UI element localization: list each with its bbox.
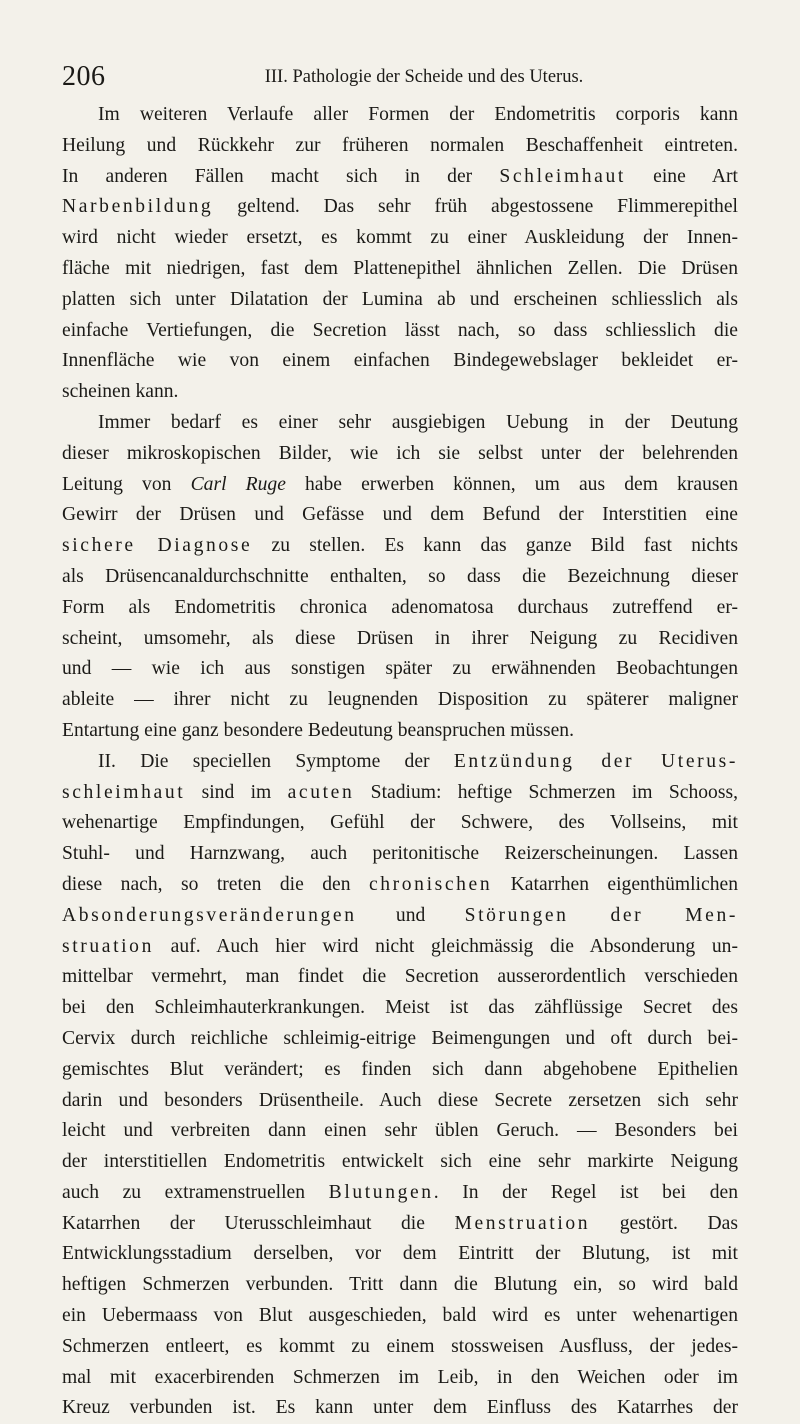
text-run: dieser mikroskopischen Bilder, wie ich sie selbst unter der belehrenden [62, 442, 738, 464]
text-line [62, 654, 738, 685]
spaced-emphasis: Narbenbildung [62, 196, 214, 218]
text-run: der interstitiellen Endometritis entwickelt sich eine sehr markirte Neigung [62, 1151, 738, 1173]
text-run: bei den Schleimhauterkrankungen. Meist ist das zähflüssige Secret des [62, 997, 738, 1019]
text-run: leicht und verbreiten dann einen sehr üblen Geruch. — Besonders bei [62, 1120, 738, 1142]
text-run: Im weiteren Verlaufe aller Formen der Endometritis corporis kann [98, 104, 738, 125]
text-line [62, 346, 738, 377]
text-run: mittelbar vermehrt, man findet die Secretion ausserordentlich verschieden [62, 966, 738, 988]
text-run: scheinen kann. [62, 381, 179, 403]
text-line [62, 1086, 738, 1117]
text-line [62, 377, 738, 408]
text-run: Kreuz verbunden ist. Es kann unter dem Einfluss des Katarrhes der [62, 1397, 738, 1419]
text-run: als Drüsencanaldurchschnitte enthalten, so dass die Bezeichnung dieser [62, 565, 738, 587]
text-run: Katarrhen eigenthümlichen [492, 873, 738, 895]
spaced-emphasis: Störungen der Men- [464, 904, 739, 926]
text-line [62, 1301, 738, 1332]
spaced-emphasis: Schleimhaut [499, 165, 626, 187]
text-line [62, 716, 738, 747]
text-run: Katarrhen der Uterusschleimhaut die [62, 1212, 455, 1234]
text-run: Gewirr der Drüsen und Gefässe und dem Befund der Interstitien eine [62, 504, 738, 526]
text-run: Form als Endometritis chronica adenomatosa durchaus zutreffend er- [62, 596, 738, 618]
text-line [62, 901, 738, 932]
text-line [62, 993, 738, 1024]
text-run: sind im [185, 781, 288, 803]
text-line [62, 1116, 738, 1147]
text-run: fläche mit niedrigen, fast dem Plattenepithel ähnlichen Zellen. Die Drüsen [62, 257, 738, 279]
page-header [62, 62, 742, 92]
text-run: scheint, umsomehr, als diese Drüsen in ihrer Neigung zu Recidiven [62, 627, 738, 649]
text-line [62, 1147, 738, 1178]
italic-name: Carl Ruge [190, 473, 286, 495]
text-run: gemischtes Blut verändert; es finden sich dann abgehobene Epithelien [62, 1058, 738, 1080]
text-run: wird nicht wieder ersetzt, es kommt zu einer Auskleidung der Innen- [62, 227, 738, 249]
spaced-emphasis: acuten [287, 781, 355, 803]
text-run: platten sich unter Dilatation der Lumina ab und erscheinen schliesslich als [62, 288, 738, 310]
text-run: Immer bedarf es einer sehr ausgiebigen Uebung in der Deutung [98, 411, 738, 433]
text-line [62, 870, 738, 901]
spaced-emphasis: struation [62, 935, 154, 957]
text-line [62, 470, 738, 501]
text-line [62, 254, 738, 285]
text-run: geltend. Das sehr früh abgestossene Flimmerepithel [213, 196, 738, 218]
text-run: Entwicklungsstadium derselben, vor dem Eintritt der Blutung, ist mit [62, 1243, 738, 1265]
text-run: II. Die speciellen Symptome der [98, 750, 454, 772]
text-line [62, 1055, 738, 1086]
text-run: Stuhl- und Harnzwang, auch peritonitische Reizerscheinungen. Lassen [62, 843, 738, 865]
text-run: Stadium: heftige Schmerzen im Schooss, [354, 781, 738, 803]
text-run: eine Art [625, 165, 738, 187]
running-head: III. Pathologie der Scheide und des Uterus. [264, 67, 584, 87]
text-line [62, 808, 738, 839]
text-run: gestört. Das [590, 1212, 738, 1234]
text-line [62, 1178, 738, 1209]
text-run: und — wie ich aus sonstigen später zu erwähnenden Beobachtungen [62, 658, 738, 680]
body-text [62, 100, 738, 1424]
text-line [62, 1270, 738, 1301]
page-number: 206 [62, 61, 106, 92]
text-line [62, 1024, 738, 1055]
spaced-emphasis: Absonderungsveränderungen [62, 904, 357, 926]
text-line [62, 223, 738, 254]
text-run: und [356, 904, 465, 926]
text-run: Leitung von [62, 473, 191, 495]
text-run: darin und besonders Drüsentheile. Auch diese Secrete zersetzen sich sehr [62, 1089, 738, 1111]
text-line [62, 593, 738, 624]
text-line [62, 500, 738, 531]
text-line [62, 1363, 738, 1394]
text-run: Schmerzen entleert, es kommt zu einem stossweisen Ausfluss, der jedes- [62, 1335, 738, 1357]
text-run: wehenartige Empfindungen, Gefühl der Schwere, des Vollseins, mit [62, 812, 738, 834]
text-line [62, 962, 738, 993]
spaced-emphasis: sichere Diagnose [62, 535, 253, 557]
text-run: Entartung eine ganz besondere Bedeutung beanspruchen müssen. [62, 719, 574, 741]
text-line [62, 131, 738, 162]
text-line [62, 531, 738, 562]
text-run: habe erwerben können, um aus dem krausen [285, 473, 738, 495]
text-run: einfache Vertiefungen, die Secretion lässt nach, so dass schliesslich die [62, 319, 738, 341]
text-line [62, 747, 738, 778]
text-line [62, 1209, 738, 1240]
spaced-emphasis: schleimhaut [62, 781, 186, 803]
text-line [62, 439, 738, 470]
spaced-emphasis: chronischen [368, 873, 493, 895]
text-line [62, 316, 738, 347]
text-line [62, 285, 738, 316]
text-line [62, 408, 738, 439]
text-run: zu stellen. Es kann das ganze Bild fast nichts [252, 535, 738, 557]
text-line [62, 685, 738, 716]
text-run: In anderen Fällen macht sich in der [62, 165, 500, 187]
text-run: auf. Auch hier wird nicht gleichmässig die Absonderung un- [153, 935, 738, 957]
text-run: ein Uebermaass von Blut ausgeschieden, bald wird es unter wehenartigen [62, 1305, 738, 1327]
text-line [62, 192, 738, 223]
text-line [62, 839, 738, 870]
text-run: heftigen Schmerzen verbunden. Tritt dann die Blutung ein, so wird bald [62, 1274, 738, 1296]
spaced-emphasis: Blutungen [328, 1181, 434, 1203]
text-run: . In der Regel ist bei den [433, 1181, 738, 1203]
text-line [62, 562, 738, 593]
text-line [62, 1332, 738, 1363]
text-line [62, 162, 738, 193]
text-line [62, 778, 738, 809]
text-line [62, 932, 738, 963]
text-run: Innenfläche wie von einem einfachen Bindegewebslager bekleidet er- [62, 350, 738, 372]
text-run: Heilung und Rückkehr zur früheren normalen Beschaffenheit eintreten. [62, 134, 738, 156]
text-line [62, 624, 738, 655]
text-line [62, 1239, 738, 1270]
text-line [62, 1393, 738, 1424]
text-run: ableite — ihrer nicht zu leugnenden Disposition zu späterer maligner [62, 689, 738, 711]
text-run: auch zu extramenstruellen [62, 1181, 329, 1203]
text-run: mal mit exacerbirenden Schmerzen im Leib, in den Weichen oder im [62, 1366, 738, 1388]
spaced-emphasis: Entzündung der Uterus- [453, 750, 739, 772]
text-run: diese nach, so treten die den [62, 873, 369, 895]
text-run: Cervix durch reichliche schleimig-eitrige Beimengungen und oft durch bei- [62, 1027, 738, 1049]
spaced-emphasis: Menstruation [454, 1212, 591, 1234]
text-line [62, 100, 738, 131]
